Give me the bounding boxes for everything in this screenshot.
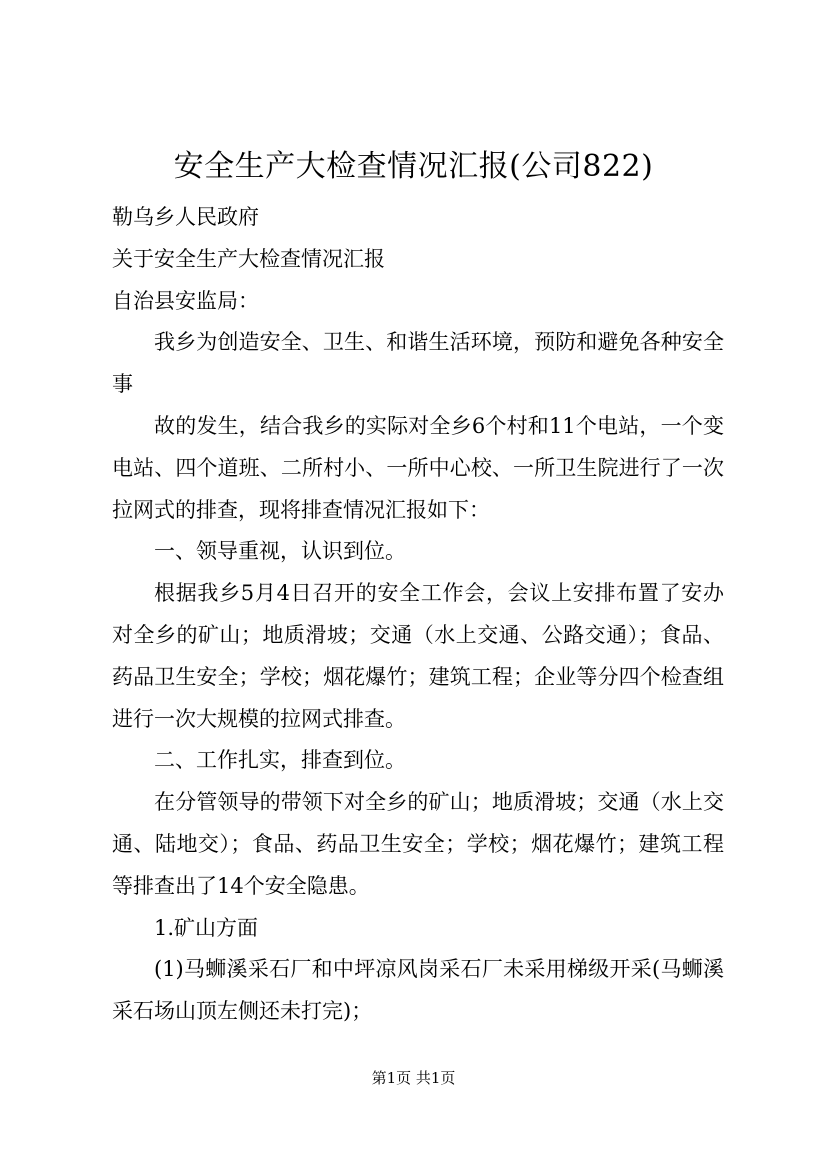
recipient-org: 勒乌乡人民政府	[112, 205, 259, 229]
document-title: 安全生产大检查情况汇报(公司822)	[173, 149, 654, 184]
list-item-quarry: (1)马蛳溪采石厂和中坪凉风岗采石厂未采用梯级开采(马蛳溪采石场山顶左侧还未打完)；	[112, 957, 724, 1024]
paragraph-findings: 在分管领导的带领下对全乡的矿山；地质滑坡；交通（水上交通、陆地交）；食品、药品卫生安全；学校；烟花爆竹；建筑工程等排查出了14个安全隐患。	[112, 790, 724, 898]
section-heading-2: 二、工作扎实，排查到位。	[154, 748, 406, 773]
report-subject: 关于安全生产大检查情况汇报	[112, 246, 385, 271]
subsection-heading-mining: 1.矿山方面	[154, 915, 259, 940]
paragraph-meeting: 根据我乡5月4日召开的安全工作会，会议上安排布置了安办对全乡的矿山；地质滑坡；交通（水上交通、公路交通）；食品、药品卫生安全；学校；烟花爆竹；建筑工程；企业等分四个检查组进行一次大规模的拉网式排查。	[112, 581, 724, 731]
paragraph-scope: 故的发生，结合我乡的实际对全乡6个村和11个电站，一个变电站、四个道班、二所村小、一所中心校、一所卫生院进行了一次拉网式的排查，现将排查情况汇报如下：	[112, 413, 724, 522]
document-body	[112, 197, 724, 1033]
paragraph-intro: 我乡为创造安全、卫生、和谐生活环境，预防和避免各种安全事	[112, 330, 724, 397]
section-heading-1: 一、领导重视，认识到位。	[154, 539, 406, 564]
page-footer: 第1页 共1页	[371, 1069, 456, 1087]
addressee: 自治县安监局：	[112, 288, 259, 313]
